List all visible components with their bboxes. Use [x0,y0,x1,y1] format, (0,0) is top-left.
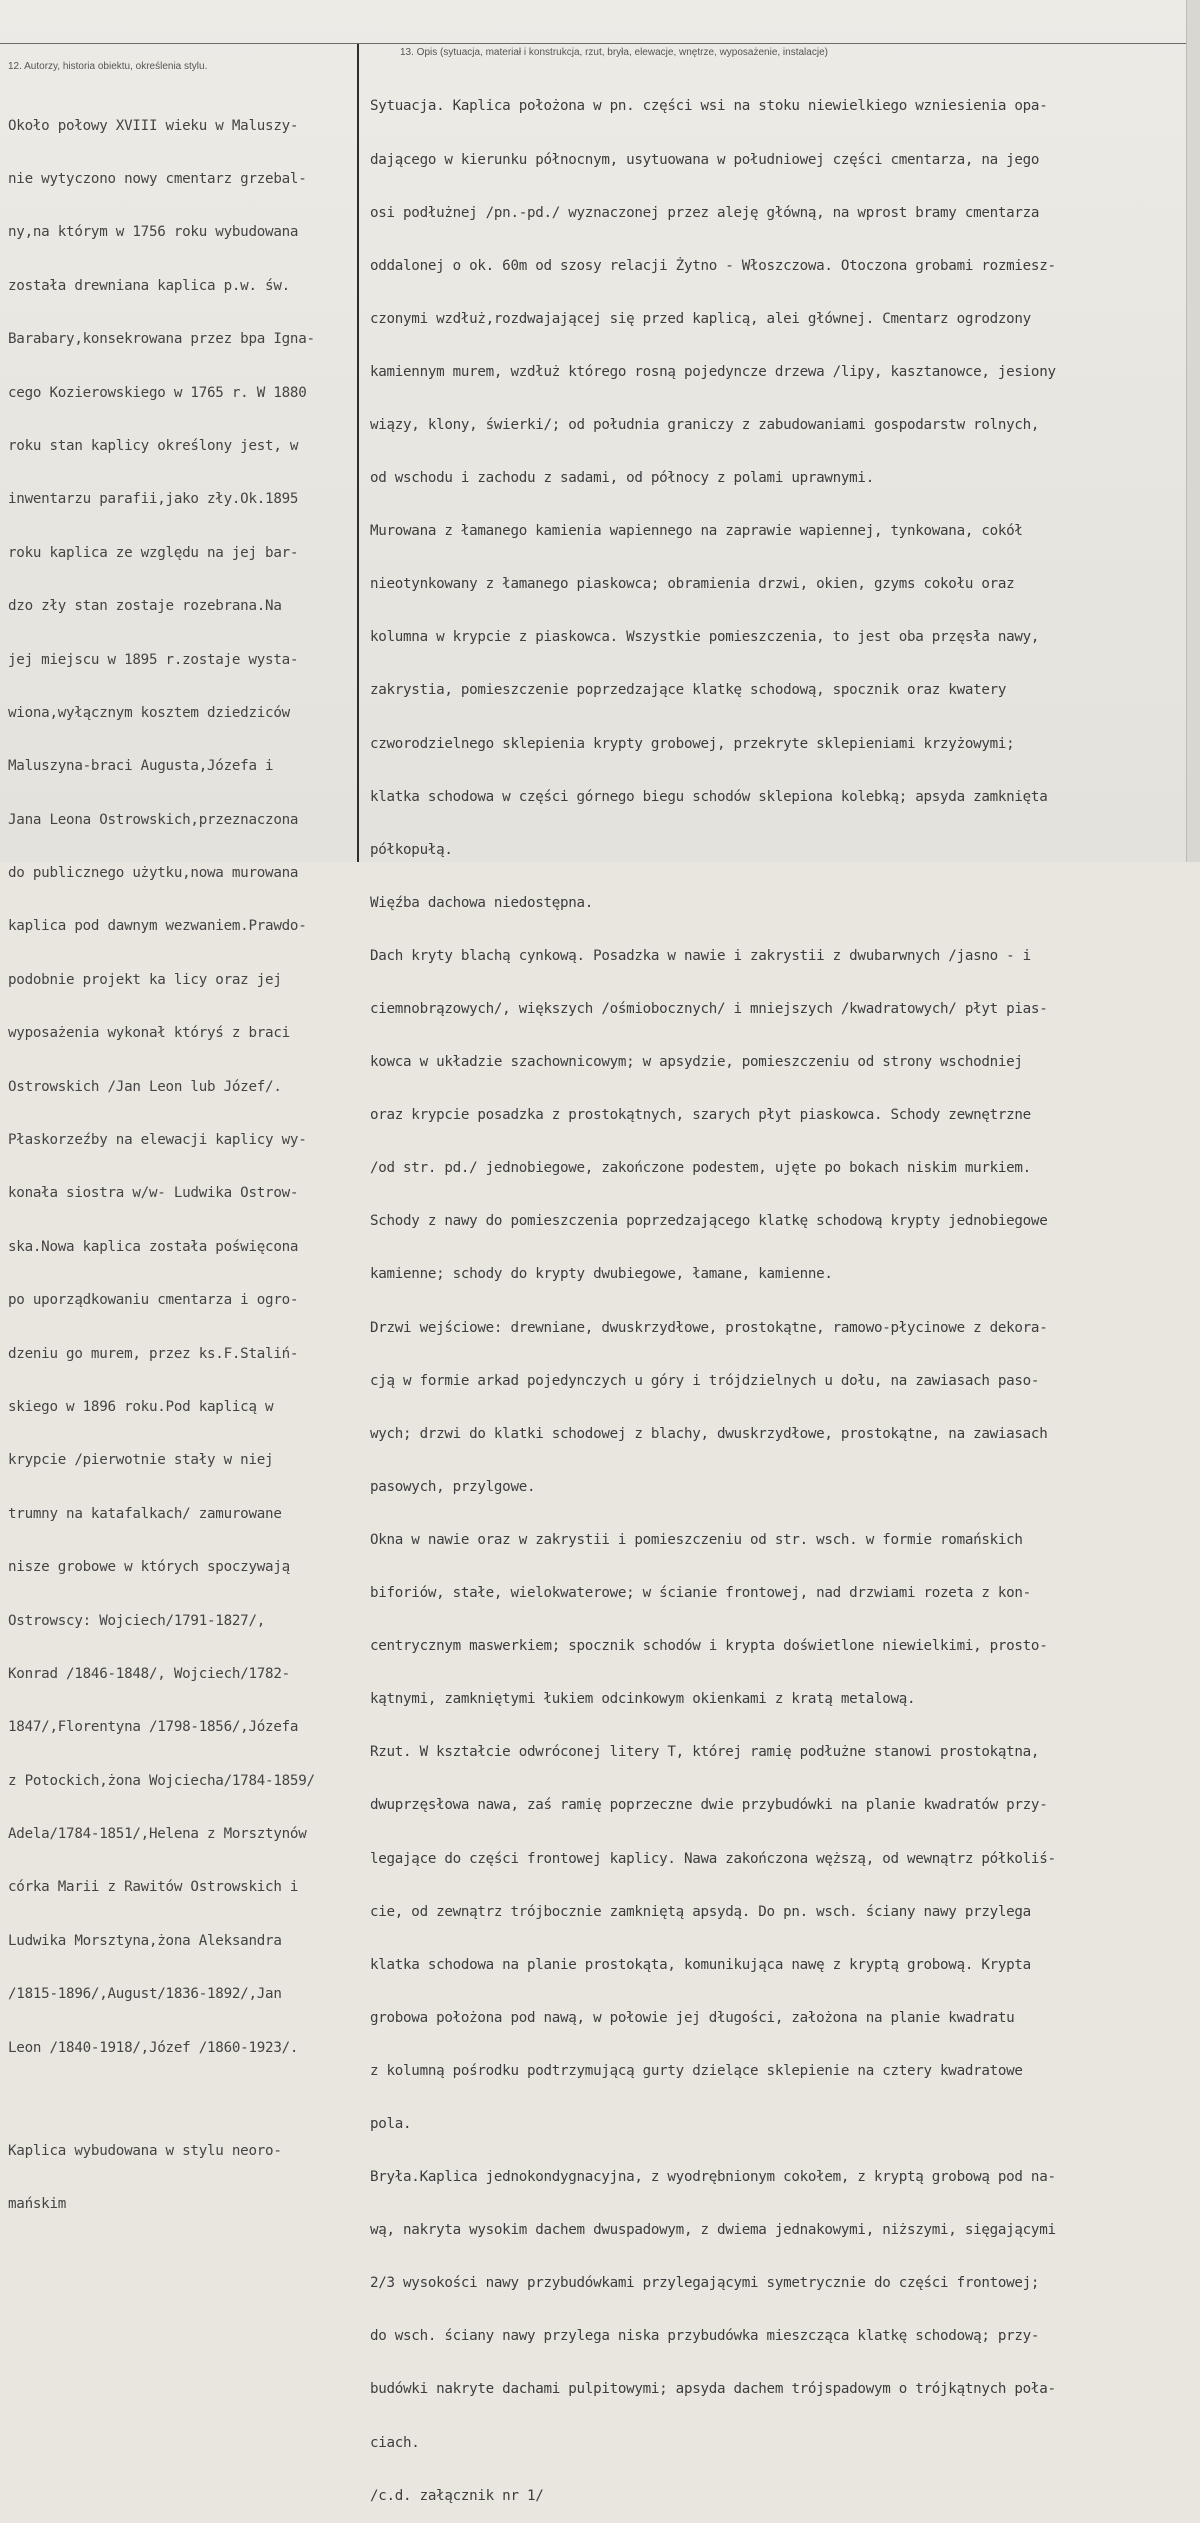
text-line: Kaplica wybudowana w stylu neoro- [8,2142,282,2159]
paragraph-gap [8,2093,356,2107]
text-line: Około połowy XVIII wieku w Maluszy- [8,117,299,134]
text-line: nie wytyczono nowy cmentarz grzebal- [8,170,307,187]
text-line: Konrad /1846-1848/, Wojciech/1782- [8,1665,290,1682]
history-text [8,82,356,2232]
text-line: wą, nakryta wysokim dachem dwuspadowym, z dwiema jednakowymi, niższymi, sięgającymi [370,2222,1056,2239]
text-line: dwuprzęsłowa nawa, zaś ramię poprzeczne dwie przybudówki na planie kwadratów przy- [370,1797,1048,1814]
text-line: /od str. pd./ jednobiegowe, zakończone podestem, ujęte po bokach niskim murkiem. [370,1160,1031,1177]
text-line: kolumna w krypcie z piaskowca. Wszystkie pomieszczenia, to jest oba przęsła nawy, [370,629,1040,646]
text-line: mańskim [8,2196,67,2213]
text-line: kamienne; schody do krypty dwubiegowe, łamane, kamienne. [370,1266,833,1283]
text-line: dającego w kierunku północnym, usytuowana w południowej części cmentarza, na jego [370,151,1040,168]
text-line: wych; drzwi do klatki schodowej z blachy, dwuskrzydłowe, prostokątne, na zawiasach [370,1425,1048,1442]
text-line: Płaskorzeźby na elewacji kaplicy wy- [8,1132,307,1149]
text-line: cie, od zewnątrz trójbocznie zamkniętą apsydą. Do pn. wsch. ściany nawy przylega [370,1903,1031,1920]
text-line: od wschodu i zachodu z sadami, od północy z polami uprawnymi. [370,470,874,487]
text-line: z kolumną pośrodku podtrzymującą gurty dzielące sklepienie na cztery kwadratowe [370,2062,1023,2079]
text-line: 1847/,Florentyna /1798-1856/,Józefa [8,1719,299,1736]
text-line: Ostrowscy: Wojciech/1791-1827/, [8,1612,266,1629]
text-line: kamiennym murem, wzdłuż którego rosną pojedyncze drzewa /lipy, kasztanowce, jesiony [370,363,1056,380]
text-line: po uporządkowaniu cmentarza i ogro- [8,1292,299,1309]
text-line: Drzwi wejściowe: drewniane, dwuskrzydłowe, prostokątne, ramowo-płycinowe z dekora- [370,1319,1048,1336]
text-line: 2/3 wysokości nawy przybudówkami przylegającymi symetrycznie do części frontowej; [370,2275,1040,2292]
text-line: ciemnobrązowych/, większych /ośmiobocznych/ i mniejszych /kwadratowych/ płyt pias- [370,1001,1048,1017]
text-line: Jana Leona Ostrowskich,przeznaczona [8,811,299,828]
text-line: Dach kryty blachą cynkową. Posadzka w nawie i zakrystii z dwubarwnych /jasno - i [370,947,1031,964]
text-line: konała siostra w/w- Ludwika Ostrow- [8,1185,299,1202]
text-line: Ludwika Morsztyna,żona Aleksandra [8,1932,282,1949]
text-line: wiązy, klony, świerki/; od południa graniczy z zabudowaniami gospodarstw rolnych, [370,416,1040,433]
text-line: kaplica pod dawnym wezwaniem.Prawdo- [8,918,307,935]
text-line: nisze grobowe w których spoczywają [8,1559,290,1576]
text-line: córka Marii z Rawitów Ostrowskich i [8,1879,299,1896]
text-line: półkopułą. [370,841,453,858]
text-line: centrycznym maswerkiem; spocznik schodów i krypta doświetlone niewielkimi, prosto- [370,1638,1048,1655]
text-line: inwentarzu parafii,jako zły.Ok.1895 [8,491,299,508]
text-line: kowca w układzie szachownicowym; w apsydzie, pomieszczeniu od strony wschodniej [370,1054,1023,1071]
text-line: podobnie projekt ka licy oraz jej [8,971,282,988]
text-line: z Potockich,żona Wojciecha/1784-1859/ [8,1772,315,1789]
text-line: dzo zły stan zostaje rozebrana.Na [8,598,282,615]
text-line: nieotynkowany z łamanego piaskowca; obramienia drzwi, okien, gzyms cokołu oraz [370,576,1015,593]
text-line: do publicznego użytku,nowa murowana [8,865,299,882]
text-line: Bryła.Kaplica jednokondygnacyjna, z wyodrębnionym cokołem, z kryptą grobową pod na- [370,2169,1056,2186]
text-line: czonymi wzdłuż,rozdwajającej się przed kaplicą, alei głównej. Cmentarz ogrodzony [370,310,1031,327]
text-line: została drewniana kaplica p.w. św. [8,277,290,294]
text-line: trumny na katafalkach/ zamurowane [8,1505,282,1522]
text-line: ska.Nowa kaplica została poświęcona [8,1238,299,1255]
text-line: Sytuacja. Kaplica położona w pn. części wsi na stoku niewielkiego wzniesienia opa- [370,98,1048,115]
column-divider [357,44,359,862]
text-line: osi podłużnej /pn.-pd./ wyznaczonej przez aleję główną, na wprost bramy cmentarza [370,204,1040,221]
text-line: do wsch. ściany nawy przylega niska przybudówka mieszcząca klatkę schodową; przy- [370,2328,1040,2345]
description-text [370,63,1182,2523]
text-line: czworodzielnego sklepienia krypty grobowej, przekryte sklepieniami krzyżowymi; [370,735,1015,752]
text-line: legające do części frontowej kaplicy. Nawa zakończona węższą, od wewnątrz półkoliś- [370,1850,1056,1867]
text-line: roku stan kaplicy określony jest, w [8,437,299,454]
text-line: Okna w nawie oraz w zakrystii i pomieszczeniu od str. wsch. w formie romańskich [370,1531,1023,1548]
text-line: klatka schodowa w części górnego biegu schodów sklepiona kolebką; apsyda zamknięta [370,788,1048,805]
text-line: grobowa położona pod nawą, w połowie jej długości, założona na planie kwadratu [370,2009,1015,2026]
text-line: Leon /1840-1918/,Józef /1860-1923/. [8,2039,299,2056]
text-line: budówki nakryte dachami pulpitowymi; apsyda dachem trójspadowym o trójkątnych poła- [370,2381,1056,2398]
text-line: /c.d. załącznik nr 1/ [370,2487,544,2504]
text-line: cego Kozierowskiego w 1765 r. W 1880 [8,384,307,401]
text-line: ciach. [370,2434,420,2451]
text-line: Adela/1784-1851/,Helena z Morsztynów [8,1826,307,1843]
text-line: pasowych, przylgowe. [370,1478,536,1495]
text-line: Maluszyna-braci Augusta,Józefa i [8,758,274,775]
text-line: pola. [370,2115,412,2132]
right-column-heading: 13. Opis (sytuacja, materiał i konstrukcja, rzut, bryła, elewacje, wnętrze, wyposażenie, instalacje) [400,47,828,58]
text-line: krypcie /pierwotnie stały w niej [8,1452,274,1469]
text-line: biforiów, stałe, wielokwaterowe; w ścianie frontowej, nad drzwiami rozeta z kon- [370,1585,1031,1602]
text-line: Ostrowskich /Jan Leon lub Józef/. [8,1078,282,1095]
left-column-heading: 12. Autorzy, historia obiektu, określenia stylu. [8,61,208,72]
text-line: wiona,wyłącznym kosztem dziedziców [8,704,290,721]
sheet-edge [1186,0,1200,862]
text-line: oddalonej o ok. 60m od szosy relacji Żytno - Włoszczowa. Otoczona grobami rozmiesz- [370,257,1056,274]
text-line: kątnymi, zamkniętymi łukiem odcinkowym okienkami z kratą metalową. [370,1691,916,1708]
text-line: wyposażenia wykonał któryś z braci [8,1025,290,1042]
text-line: Barabary,konsekrowana przez bpa Igna- [8,331,315,348]
text-line: roku kaplica ze względu na jej bar- [8,544,299,561]
text-line: Więźba dachowa niedostępna. [370,894,594,911]
text-line: jej miejscu w 1895 r.zostaje wysta- [8,651,299,668]
text-line: ny,na którym w 1756 roku wybudowana [8,224,299,241]
text-line: /1815-1896/,August/1836-1892/,Jan [8,1986,282,2003]
text-line: klatka schodowa na planie prostokąta, komunikująca nawę z kryptą grobową. Krypta [370,1956,1031,1973]
text-line: zakrystia, pomieszczenie poprzedzające klatkę schodową, spocznik oraz kwatery [370,682,1007,699]
text-line: skiego w 1896 roku.Pod kaplicą w [8,1398,274,1415]
text-line: Murowana z łamanego kamienia wapiennego na zaprawie wapiennej, tynkowana, cokół [370,523,1023,540]
text-line: oraz krypcie posadzka z prostokątnych, szarych płyt piaskowca. Schody zewnętrzne [370,1107,1031,1124]
text-line: Schody z nawy do pomieszczenia poprzedzającego klatkę schodową krypty jednobiegowe [370,1213,1048,1230]
text-line: Rzut. W kształcie odwróconej litery T, której ramię podłużne stanowi prostokątna, [370,1744,1040,1761]
text-line: dzeniu go murem, przez ks.F.Staliń- [8,1345,299,1362]
top-rule [0,43,1199,44]
text-line: cją w formie arkad pojedynczych u góry i trójdzielnych u dołu, na zawiasach paso- [370,1372,1040,1389]
